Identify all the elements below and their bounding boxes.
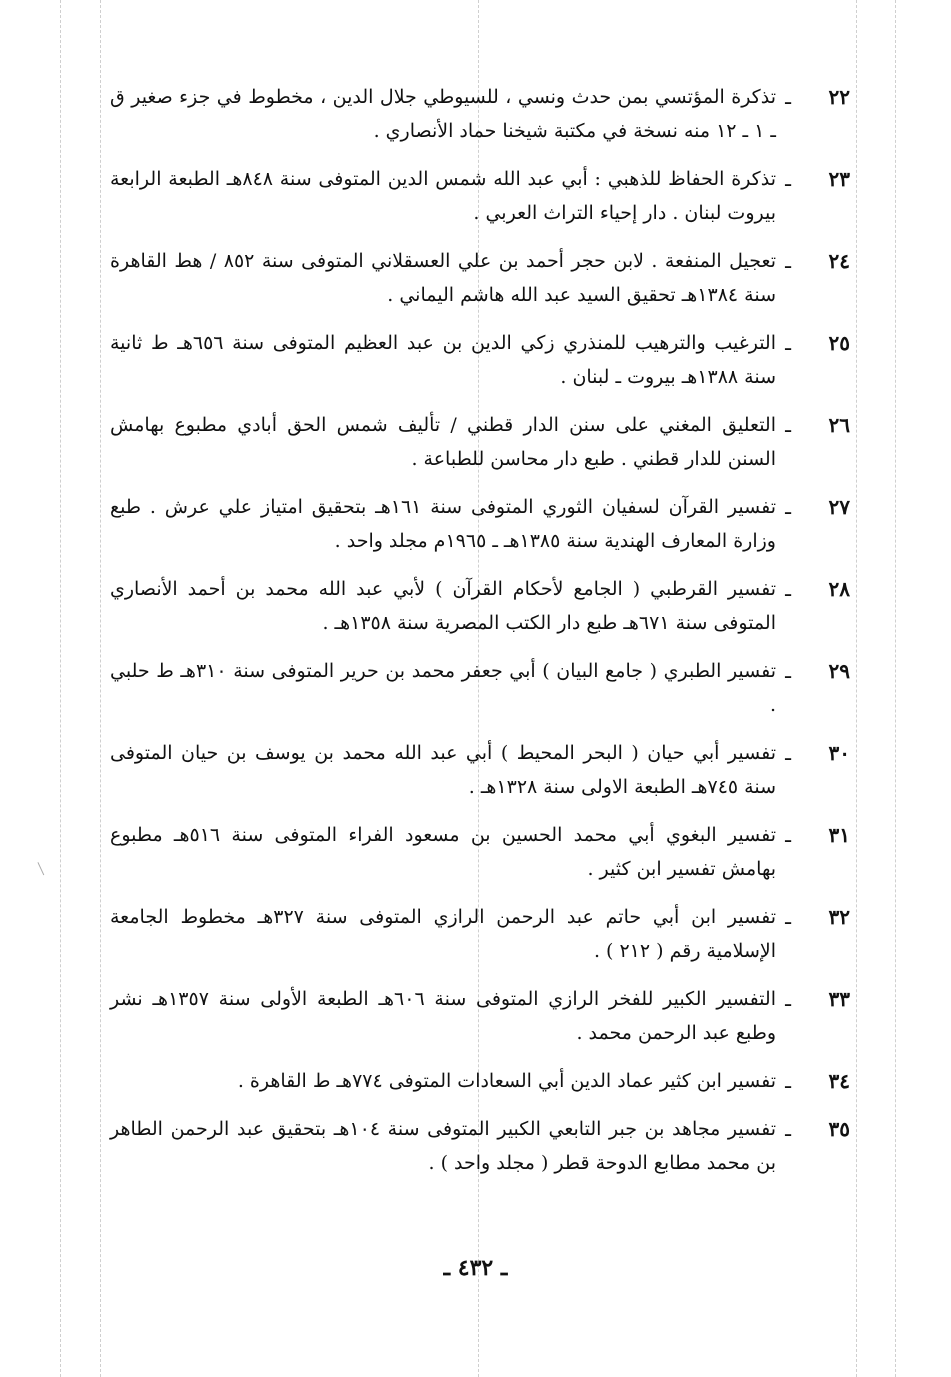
entry-text: التعليق المغني على سنن الدار قطني / تأليف شمس الحق أبادي مطبوع بهامش السنن للدار قطني . طبع دار محاسن للطباعة .: [110, 414, 776, 470]
entry-dash: ـ: [785, 85, 791, 109]
entry-number: ٢٦: [828, 413, 850, 437]
entry-text: تفسير الطبري ( جامع البيان ) أبي جعفر محمد بن حرير المتوفى سنة ٣١٠هـ ط حلبي .: [110, 660, 777, 716]
bibliography-entry: [110, 162, 850, 230]
bibliography-entry: [110, 982, 850, 1050]
entry-number: ٣٠: [828, 741, 850, 765]
entry-text: تذكرة المؤتسي بمن حدث ونسي ، للسيوطي جلال الدين ، مخطوط في جزء صغير ق ـ ١ ـ ١٢ منه نسخة في مكتبة شيخنا حماد الأنصاري .: [110, 86, 776, 142]
bibliography-entry: [110, 736, 850, 804]
bibliography-entry: [110, 1064, 850, 1098]
entry-number: ٣٥: [828, 1117, 850, 1141]
entry-dash: ـ: [785, 741, 791, 765]
scan-guide-line: [60, 0, 61, 1377]
entry-number: ٢٢: [828, 85, 850, 109]
bibliography-entry: [110, 572, 850, 640]
entry-dash: ـ: [785, 987, 791, 1011]
bibliography-entry: [110, 80, 850, 148]
entry-number: ٢٣: [828, 167, 850, 191]
page-number: ـ ٤٣٢ ـ: [443, 1255, 508, 1281]
entry-dash: ـ: [785, 167, 791, 191]
scan-guide-line: [856, 0, 857, 1377]
entry-dash: ـ: [785, 249, 791, 273]
entry-text: تفسير البغوي أبي محمد الحسين بن مسعود الفراء المتوفى سنة ٥١٦هـ مطبوع بهامش تفسير ابن كثير .: [110, 824, 776, 880]
entry-number: ٢٥: [828, 331, 850, 355]
entry-number: ٢٨: [828, 577, 850, 601]
entry-number: ٣٢: [828, 905, 850, 929]
entry-text: الترغيب والترهيب للمنذري زكي الدين بن عبد العظيم المتوفى سنة ٦٥٦هـ ط ثانية سنة ١٣٨٨هـ بيروت ـ لبنان .: [110, 332, 776, 388]
entry-number: ٣٣: [828, 987, 850, 1011]
bibliography-list: [110, 80, 850, 1194]
entry-text: التفسير الكبير للفخر الرازي المتوفى سنة ٦٠٦هـ الطبعة الأولى سنة ١٣٥٧هـ نشر وطبع عبد الرحمن محمد .: [110, 988, 776, 1044]
bibliography-entry: [110, 654, 850, 722]
bibliography-entry: [110, 408, 850, 476]
bibliography-entry: [110, 326, 850, 394]
entry-text: تفسير القرطبي ( الجامع لأحكام القرآن ) لأبي عبد الله محمد بن أحمد الأنصاري المتوفى سنة ٦٧١هـ طبع دار الكتب المصرية سنة ١٣٥٨هـ .: [110, 578, 776, 634]
entry-number: ٢٩: [828, 659, 850, 683]
entry-number: ٣٤: [828, 1069, 850, 1093]
bibliography-entry: [110, 900, 850, 968]
entry-number: ٢٧: [828, 495, 850, 519]
entry-dash: ـ: [785, 1117, 791, 1141]
entry-text: تفسير أبي حيان ( البحر المحيط ) أبي عبد الله محمد بن يوسف بن حيان المتوفى سنة ٧٤٥هـ الطبعة الاولى سنة ١٣٢٨هـ .: [110, 742, 776, 798]
entry-text: تفسير ابن أبي حاتم عبد الرحمن الرازي المتوفى سنة ٣٢٧هـ مخطوط الجامعة الإسلامية رقم ( ٢١٢ ) .: [110, 906, 776, 962]
entry-text: تعجيل المنفعة . لابن حجر أحمد بن علي العسقلاني المتوفى سنة ٨٥٢ / هط القاهرة سنة ١٣٨٤هـ تحقيق السيد عبد الله هاشم اليماني .: [110, 250, 776, 306]
entry-dash: ـ: [785, 413, 791, 437]
entry-text: تفسير مجاهد بن جبر التابعي الكبير المتوفى سنة ١٠٤هـ بتحقيق عبد الرحمن الطاهر بن محمد مطابع الدوحة قطر ( مجلد واحد ) .: [110, 1118, 776, 1174]
margin-mark: [37, 859, 51, 875]
scan-guide-line: [895, 0, 896, 1377]
bibliography-entry: [110, 818, 850, 886]
scan-guide-line: [100, 0, 101, 1377]
bibliography-entry: [110, 1112, 850, 1180]
entry-text: تذكرة الحفاظ للذهبي : أبي عبد الله شمس الدين المتوفى سنة ٨٤٨هـ الطبعة الرابعة بيروت لبنان . دار إحياء التراث العربي .: [110, 168, 776, 224]
entry-dash: ـ: [785, 905, 791, 929]
entry-dash: ـ: [785, 659, 791, 683]
entry-dash: ـ: [785, 495, 791, 519]
entry-text: تفسير ابن كثير عماد الدين أبي السعادات المتوفى ٧٧٤هـ ط القاهرة .: [237, 1070, 776, 1092]
bibliography-entry: [110, 244, 850, 312]
bibliography-entry: [110, 490, 850, 558]
entry-text: تفسير القرآن لسفيان الثوري المتوفى سنة ١٦١هـ بتحقيق امتياز علي عرش . طبع وزارة المعارف الهندية سنة ١٣٨٥هـ ـ ١٩٦٥م مجلد واحد .: [110, 496, 776, 552]
entry-number: ٣١: [828, 823, 850, 847]
entry-dash: ـ: [785, 577, 791, 601]
entry-dash: ـ: [785, 1069, 791, 1093]
entry-dash: ـ: [785, 823, 791, 847]
entry-number: ٢٤: [828, 249, 850, 273]
entry-dash: ـ: [785, 331, 791, 355]
